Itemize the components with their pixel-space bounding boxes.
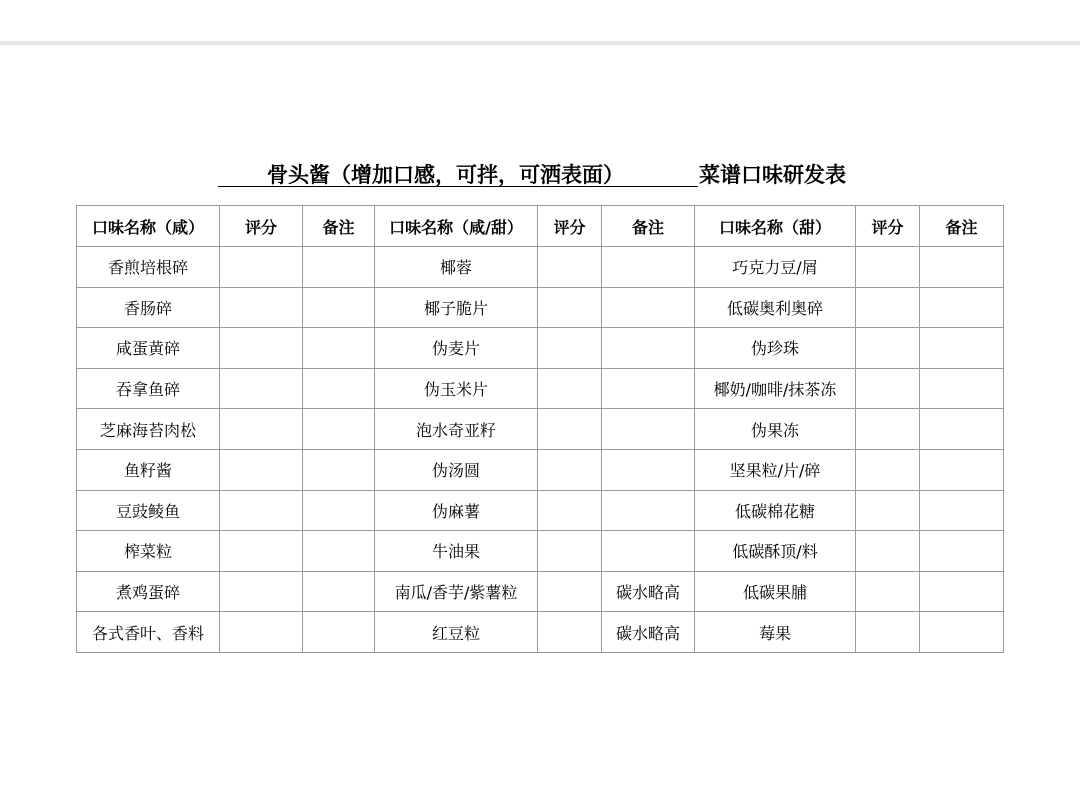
table-cell: 咸蛋黄碎	[77, 328, 220, 369]
table-cell	[220, 449, 303, 490]
table-row	[77, 490, 1004, 531]
column-header: 口味名称（甜）	[695, 206, 856, 247]
table-cell: 伪果冻	[695, 409, 856, 450]
table-cell	[538, 531, 602, 572]
table-row	[77, 247, 1004, 288]
table-cell	[856, 287, 920, 328]
table-cell: 椰奶/咖啡/抹茶冻	[695, 368, 856, 409]
top-divider	[0, 41, 1080, 45]
table-cell	[602, 409, 695, 450]
table-cell: 各式香叶、香料	[77, 612, 220, 653]
table-cell: 伪麦片	[375, 328, 538, 369]
table-cell	[602, 247, 695, 288]
table-cell: 伪玉米片	[375, 368, 538, 409]
table-cell	[602, 287, 695, 328]
table-cell: 低碳酥顶/料	[695, 531, 856, 572]
table-cell	[303, 531, 375, 572]
table-cell	[538, 449, 602, 490]
table-row	[77, 531, 1004, 572]
page-title-suffix: 菜谱口味研发表	[699, 163, 846, 187]
table-cell	[538, 287, 602, 328]
table-cell: 椰蓉	[375, 247, 538, 288]
table-cell: 榨菜粒	[77, 531, 220, 572]
column-header: 备注	[303, 206, 375, 247]
table-cell: 碳水略高	[602, 612, 695, 653]
table-row	[77, 449, 1004, 490]
table-row	[77, 571, 1004, 612]
table-cell	[538, 368, 602, 409]
column-header: 评分	[538, 206, 602, 247]
column-header: 口味名称（咸）	[77, 206, 220, 247]
table-cell: 香肠碎	[77, 287, 220, 328]
table-header-row	[77, 206, 1004, 247]
table-cell	[920, 247, 1004, 288]
table-cell: 低碳奥利奥碎	[695, 287, 856, 328]
table-cell: 吞拿鱼碎	[77, 368, 220, 409]
table-cell	[303, 612, 375, 653]
table-cell	[220, 287, 303, 328]
table-cell	[220, 368, 303, 409]
table-cell: 低碳棉花糖	[695, 490, 856, 531]
table-cell: 巧克力豆/屑	[695, 247, 856, 288]
table-cell	[538, 490, 602, 531]
table-cell	[303, 449, 375, 490]
column-header: 评分	[856, 206, 920, 247]
table-cell: 莓果	[695, 612, 856, 653]
table-cell	[920, 368, 1004, 409]
table-cell	[856, 409, 920, 450]
table-cell: 煮鸡蛋碎	[77, 571, 220, 612]
table-cell	[856, 368, 920, 409]
table-cell	[220, 247, 303, 288]
table-cell	[538, 328, 602, 369]
table-cell: 芝麻海苔肉松	[77, 409, 220, 450]
table-cell	[303, 571, 375, 612]
table-cell	[856, 490, 920, 531]
table-cell	[920, 328, 1004, 369]
table-cell	[538, 612, 602, 653]
column-header: 备注	[920, 206, 1004, 247]
table-cell	[920, 490, 1004, 531]
table-cell	[856, 247, 920, 288]
table-cell	[920, 571, 1004, 612]
table-cell: 红豆粒	[375, 612, 538, 653]
table-cell: 牛油果	[375, 531, 538, 572]
table-cell	[602, 531, 695, 572]
table-row	[77, 368, 1004, 409]
table-row	[77, 287, 1004, 328]
table-cell: 香煎培根碎	[77, 247, 220, 288]
table-cell	[856, 449, 920, 490]
table-cell: 南瓜/香芋/紫薯粒	[375, 571, 538, 612]
table-cell	[920, 409, 1004, 450]
table-cell	[220, 612, 303, 653]
table-cell	[220, 328, 303, 369]
table-cell	[602, 368, 695, 409]
table-cell: 鱼籽酱	[77, 449, 220, 490]
column-header: 备注	[602, 206, 695, 247]
table-cell	[602, 449, 695, 490]
flavor-table	[76, 205, 1004, 653]
table-cell	[856, 612, 920, 653]
table-cell	[920, 531, 1004, 572]
table-cell: 伪珍珠	[695, 328, 856, 369]
table-cell	[856, 328, 920, 369]
table-cell	[303, 368, 375, 409]
table-cell	[538, 571, 602, 612]
table-cell	[303, 409, 375, 450]
table-cell	[303, 287, 375, 328]
table-cell	[602, 490, 695, 531]
table-cell	[538, 409, 602, 450]
table-cell	[220, 490, 303, 531]
table-row	[77, 328, 1004, 369]
table-cell	[220, 531, 303, 572]
table-row	[77, 612, 1004, 653]
table-cell	[920, 287, 1004, 328]
table-cell	[303, 490, 375, 531]
table-cell	[220, 409, 303, 450]
table-cell: 坚果粒/片/碎	[695, 449, 856, 490]
table-cell: 伪麻薯	[375, 490, 538, 531]
table-cell	[303, 328, 375, 369]
table-cell: 碳水略高	[602, 571, 695, 612]
table-cell	[220, 571, 303, 612]
page-title: 骨头酱（增加口感，可拌，可洒表面）	[267, 163, 624, 187]
table-cell: 伪汤圆	[375, 449, 538, 490]
table-cell	[920, 449, 1004, 490]
table-body	[77, 247, 1004, 653]
column-header: 口味名称（咸/甜）	[375, 206, 538, 247]
table-row	[77, 409, 1004, 450]
table-cell: 泡水奇亚籽	[375, 409, 538, 450]
column-header: 评分	[220, 206, 303, 247]
title-row	[0, 160, 1080, 192]
table-cell: 椰子脆片	[375, 287, 538, 328]
table-cell	[856, 531, 920, 572]
table-cell	[303, 247, 375, 288]
table-cell	[602, 328, 695, 369]
table-cell: 豆豉鲮鱼	[77, 490, 220, 531]
table-cell	[920, 612, 1004, 653]
table-cell: 低碳果脯	[695, 571, 856, 612]
table-cell	[856, 571, 920, 612]
table-cell	[538, 247, 602, 288]
